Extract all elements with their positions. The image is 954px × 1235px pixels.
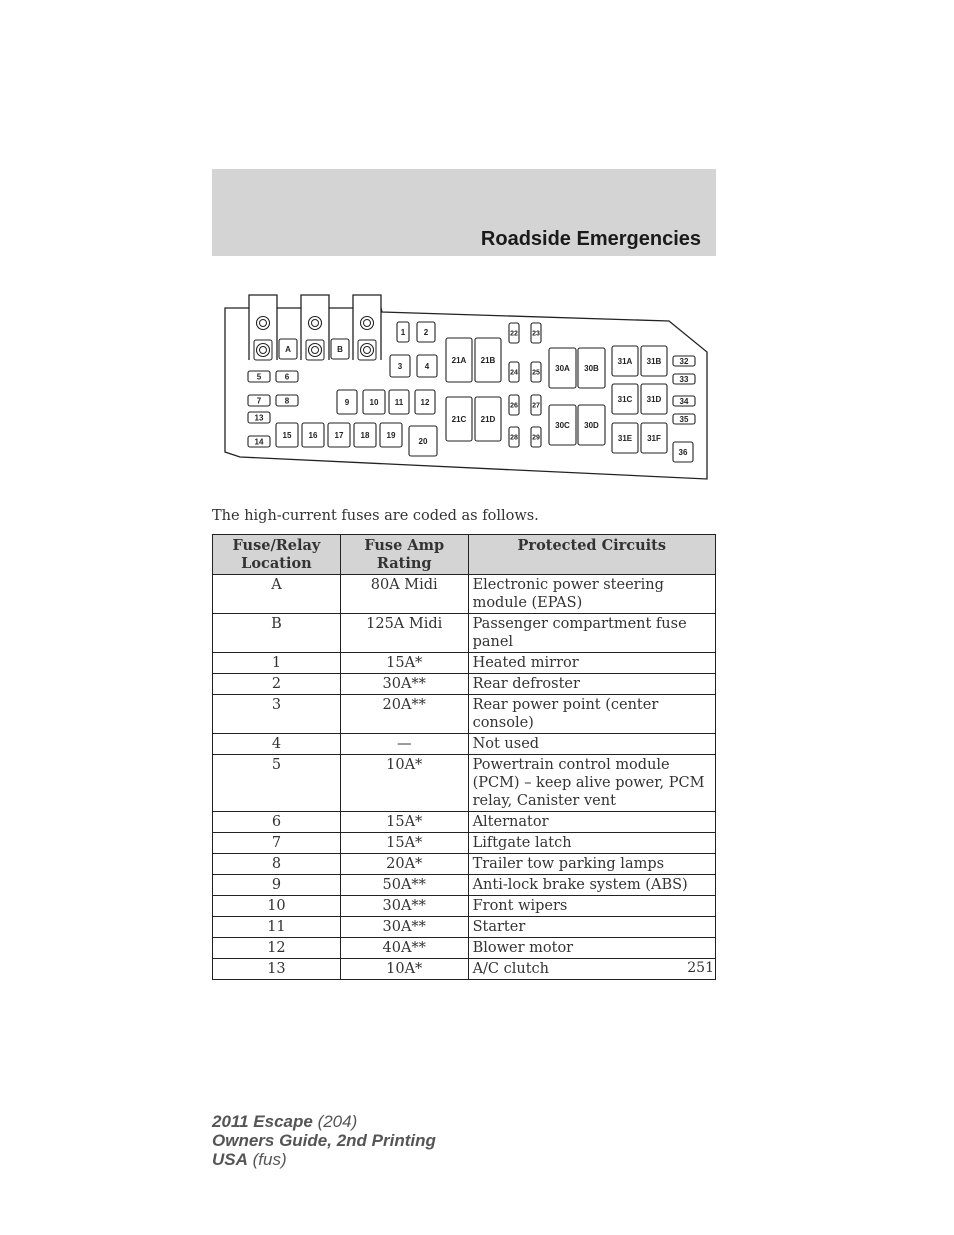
table-row — [213, 695, 716, 734]
footer — [212, 1112, 436, 1169]
cell-location: 1 — [213, 653, 341, 674]
cell-rating: 15A* — [340, 653, 468, 674]
fuse-slot-label: 23 — [532, 330, 540, 338]
fuse-slot-label: 26 — [510, 402, 518, 410]
header-rating-line1: Fuse Amp — [364, 537, 445, 554]
cell-rating: 15A* — [340, 833, 468, 854]
cell-circuits: A/C clutch — [468, 959, 715, 980]
fuse-slot-label: 31A — [617, 356, 633, 366]
cell-location: 11 — [213, 917, 341, 938]
table-row — [213, 833, 716, 854]
fuse-slot-label: 5 — [256, 372, 262, 382]
stud-inner — [364, 320, 371, 327]
cell-circuits: Front wipers — [468, 896, 715, 917]
fuse-box-diagram — [222, 292, 710, 482]
fuse-slot-label: 16 — [308, 430, 318, 440]
fuse-slot-label: 22 — [510, 330, 518, 338]
header-band — [212, 169, 716, 256]
header-rating-line2: Rating — [376, 555, 432, 572]
cell-circuits: Electronic power steering module (EPAS) — [468, 575, 715, 614]
fuse-slot-label: A — [285, 344, 291, 354]
cell-circuits: Heated mirror — [468, 653, 715, 674]
cell-location: 9 — [213, 875, 341, 896]
table-row — [213, 674, 716, 695]
header-circuits: Protected Circuits — [468, 535, 715, 575]
cell-rating: 20A* — [340, 854, 468, 875]
header-location — [213, 535, 341, 575]
cell-location: B — [213, 614, 341, 653]
cell-location: 13 — [213, 959, 341, 980]
fuse-slot-label: 3 — [397, 361, 403, 371]
fuse-slot-label: 15 — [282, 430, 292, 440]
fuse-slot-label: 21D — [480, 414, 496, 424]
stud-inner — [364, 347, 371, 354]
fuse-slot-label: 14 — [254, 437, 264, 447]
page-number: 251 — [687, 960, 714, 976]
cell-rating: 80A Midi — [340, 575, 468, 614]
fuse-slot-label: 12 — [420, 397, 430, 407]
fuse-slot-label: 30C — [555, 420, 570, 430]
stud-inner — [260, 347, 267, 354]
cell-circuits: Rear power point (center console) — [468, 695, 715, 734]
cell-location: 8 — [213, 854, 341, 875]
fuse-slot-label: 31C — [617, 394, 633, 404]
cell-location: 7 — [213, 833, 341, 854]
fuse-slot-label: 31B — [646, 356, 662, 366]
fuse-slot-label: 31F — [647, 433, 661, 443]
cell-rating: 10A* — [340, 959, 468, 980]
fuse-slot-label: 21A — [451, 355, 467, 365]
fuse-slot-label: 13 — [254, 413, 264, 423]
cell-rating: 20A** — [340, 695, 468, 734]
footer-line-1 — [212, 1112, 436, 1131]
fuse-slot-label: 9 — [344, 397, 350, 407]
table-row — [213, 896, 716, 917]
cell-rating: — — [340, 734, 468, 755]
fuse-slot-label: 1 — [400, 327, 406, 337]
cell-circuits: Alternator — [468, 812, 715, 833]
table-row — [213, 755, 716, 812]
fuse-slot-label: 27 — [532, 402, 540, 410]
footer-guide: Owners Guide, 2nd Printing — [212, 1131, 436, 1150]
high-current-fuse-table — [212, 534, 716, 980]
footer-market: USA — [212, 1150, 248, 1169]
stud-inner — [312, 347, 319, 354]
fuse-slot-label: 21B — [480, 355, 496, 365]
fuse-slot-label: 30A — [555, 363, 570, 373]
fuse-slot-label: 30D — [584, 420, 599, 430]
fuse-slot-label: 24 — [510, 369, 518, 377]
fuse-slot-label: 2 — [423, 327, 429, 337]
cell-circuits: Blower motor — [468, 938, 715, 959]
cell-rating: 125A Midi — [340, 614, 468, 653]
cell-circuits: Liftgate latch — [468, 833, 715, 854]
cell-rating: 50A** — [340, 875, 468, 896]
fuse-slot-label: 29 — [532, 434, 540, 442]
footer-line-2 — [212, 1131, 436, 1150]
cell-location: 12 — [213, 938, 341, 959]
cell-circuits: Not used — [468, 734, 715, 755]
fuse-slot-label: 8 — [284, 396, 290, 406]
table-row — [213, 875, 716, 896]
cell-rating: 10A* — [340, 755, 468, 812]
fuse-slot-label: B — [337, 344, 343, 354]
table-row — [213, 959, 716, 980]
fuse-slot-label: 10 — [369, 397, 379, 407]
footer-line-3 — [212, 1150, 436, 1169]
fuse-slot-label: 11 — [394, 397, 404, 407]
fuse-slot-label: 36 — [678, 447, 688, 457]
cell-rating: 30A** — [340, 917, 468, 938]
cell-rating: 15A* — [340, 812, 468, 833]
fuse-slot-label: 6 — [284, 372, 290, 382]
cell-rating: 30A** — [340, 674, 468, 695]
fuse-slot-label: 21C — [451, 414, 467, 424]
cell-location: 5 — [213, 755, 341, 812]
header-rating — [340, 535, 468, 575]
cell-location: 4 — [213, 734, 341, 755]
fuse-slot-label: 34 — [679, 396, 689, 406]
fuse-slot-label: 7 — [256, 396, 262, 406]
footer-market-code: (fus) — [252, 1150, 287, 1169]
cell-location: 10 — [213, 896, 341, 917]
intro-text: The high-current fuses are coded as follows. — [212, 508, 539, 524]
fuse-slot-label: 31E — [617, 433, 633, 443]
table-row — [213, 917, 716, 938]
table-row — [213, 575, 716, 614]
cell-location: A — [213, 575, 341, 614]
fuse-slot-label: 4 — [424, 361, 430, 371]
table-row — [213, 938, 716, 959]
fuse-slot-label: 25 — [532, 369, 540, 377]
footer-model-code: (204) — [317, 1112, 358, 1131]
table-row — [213, 812, 716, 833]
fuse-slot-label: 28 — [510, 434, 518, 442]
fuse-slot-label: 35 — [679, 414, 689, 424]
fuse-slot-label: 20 — [418, 436, 428, 446]
cell-circuits: Starter — [468, 917, 715, 938]
table-row — [213, 614, 716, 653]
fuse-slot-label: 19 — [386, 430, 396, 440]
fuse-slot-label: 33 — [679, 374, 689, 384]
cell-location: 6 — [213, 812, 341, 833]
fuse-slot-label: 18 — [360, 430, 370, 440]
cell-circuits: Powertrain control module (PCM) – keep alive power, PCM relay, Canister vent — [468, 755, 715, 812]
cell-location: 3 — [213, 695, 341, 734]
cell-circuits: Trailer tow parking lamps — [468, 854, 715, 875]
cell-circuits: Passenger compartment fuse panel — [468, 614, 715, 653]
table-row — [213, 653, 716, 674]
header-location-line1: Fuse/Relay — [232, 537, 321, 554]
table-row — [213, 854, 716, 875]
cell-circuits: Rear defroster — [468, 674, 715, 695]
stud-inner — [312, 320, 319, 327]
table-header-row — [213, 535, 716, 575]
section-title: Roadside Emergencies — [480, 228, 701, 250]
cell-circuits: Anti-lock brake system (ABS) — [468, 875, 715, 896]
cell-rating: 30A** — [340, 896, 468, 917]
fuse-slot-label: 31D — [646, 394, 662, 404]
fuse-slot-label: 30B — [584, 363, 599, 373]
table-row — [213, 734, 716, 755]
footer-model: 2011 Escape — [212, 1112, 313, 1131]
cell-location: 2 — [213, 674, 341, 695]
cell-rating: 40A** — [340, 938, 468, 959]
header-location-line2: Location — [241, 555, 312, 572]
fuse-slot-label: 17 — [334, 430, 344, 440]
fuse-slot-label: 32 — [679, 356, 689, 366]
stud-inner — [260, 320, 267, 327]
